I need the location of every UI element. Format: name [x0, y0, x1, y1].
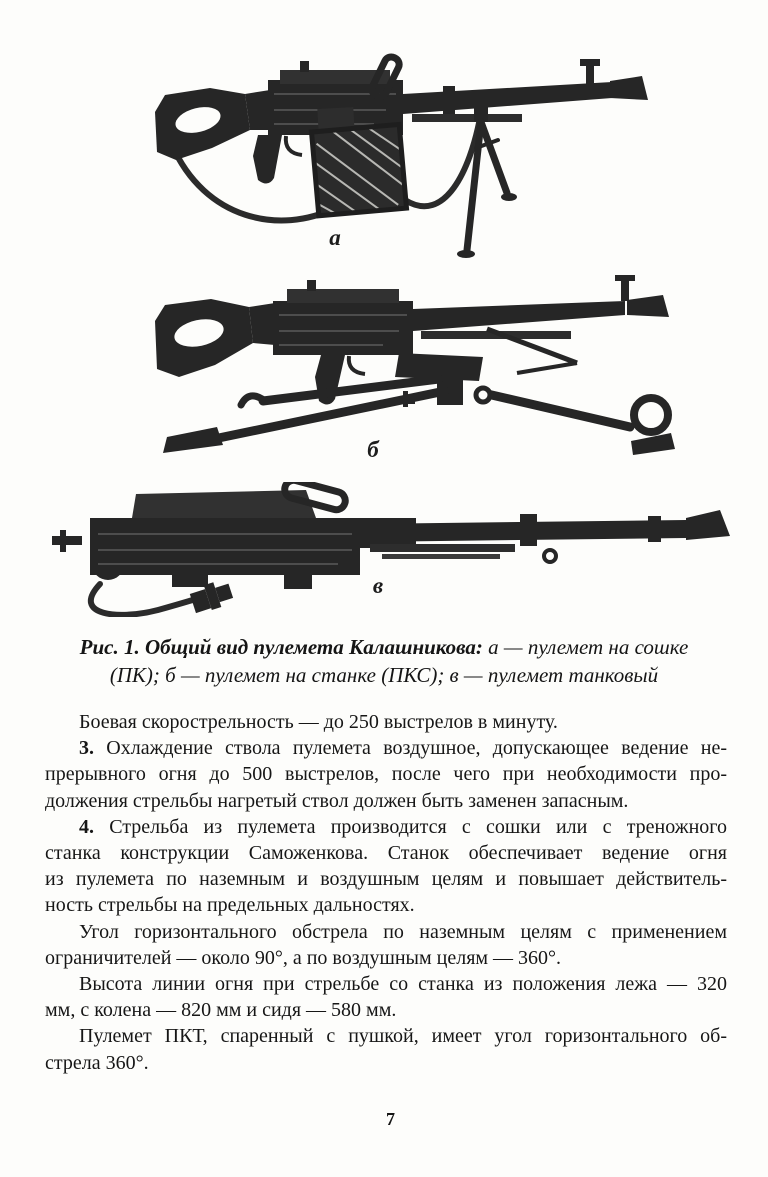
figure-label-b: б [367, 437, 379, 462]
caption-line1-rest: а — пулемет на сошке [488, 635, 689, 659]
figure-label-a: а [329, 225, 341, 250]
pks-on-tripod-drawing [125, 275, 685, 470]
barrel [403, 82, 612, 114]
pistol-grip [253, 135, 282, 184]
line-text: Пулемет ПКТ, спаренный с пушкой, имеет угол горизонтального об- [79, 1025, 727, 1048]
text-line [45, 788, 727, 814]
barrel-collar [520, 514, 537, 546]
muzzle [627, 295, 669, 317]
line-text: мм, с колена — 820 мм и сидя — 580 мм. [45, 999, 397, 1022]
leg-shoe [163, 427, 223, 453]
text-line [45, 919, 727, 945]
gas-block [443, 86, 455, 114]
sling-strap [405, 118, 480, 206]
paragraph [45, 1023, 727, 1075]
line-text: Боевая скорострельность — до 250 выстрелов в минуту. [79, 711, 558, 733]
line-text: должения стрельбы нагретый ствол должен быть заменен запасным. [45, 789, 629, 812]
ammo-box [312, 124, 407, 215]
text-line [45, 971, 727, 997]
text-line [45, 709, 727, 735]
body-text [45, 709, 727, 1076]
muzzle [610, 76, 648, 100]
text-line [45, 945, 727, 971]
line-text: ность стрельбы на предельных дальностях. [45, 894, 415, 917]
front-sight [586, 64, 594, 90]
text-line [45, 814, 727, 840]
text-line [45, 997, 727, 1023]
trigger-guard [349, 356, 365, 374]
figure-b-illustration [125, 275, 685, 470]
paragraph [45, 919, 727, 971]
rear-spindle [52, 536, 82, 545]
figure-a-illustration [150, 50, 660, 265]
figure-caption [40, 633, 728, 689]
paragraph [45, 735, 727, 814]
flash-hider [686, 510, 730, 540]
line-text: из пулемета по наземным и воздушным целям и повышает действитель- [45, 868, 727, 891]
paragraph [45, 709, 727, 735]
pk-on-bipod-drawing [150, 50, 660, 265]
electric-cable [91, 584, 196, 615]
figure-label-v: в [372, 573, 384, 598]
text-line [45, 1050, 727, 1076]
caption-line-2: (ПК); б — пулемет на станке (ПКС); в — пулемет танковый [109, 663, 659, 687]
bipod [457, 104, 517, 258]
line-text: станка конструкции Саможенкова. Станок обеспечивает ведение огня [45, 842, 727, 865]
text-line [45, 866, 727, 892]
barrel [413, 301, 625, 331]
text-line [45, 761, 727, 787]
receiver [273, 301, 413, 355]
line-text: ограничителей — около 90°, а по воздушным целям — 360°. [45, 946, 562, 969]
text-line [45, 892, 727, 918]
page-number: 7 [386, 1109, 395, 1129]
line-text: прерывного огня до 500 выстрелов, после чего при необходимости про- [45, 763, 727, 786]
text-line [45, 1023, 727, 1049]
line-text: Высота линии огня при стрельбе со станка из положения лежа — 320 [79, 973, 727, 996]
line-text: Угол горизонтального обстрела по наземным целям с применением [79, 920, 727, 943]
line-text: Стрельба из пулемета производится с сошки или с треножного [94, 815, 727, 838]
line-text: Охлаждение ствола пулемета воздушное, допускающее ведение не- [94, 737, 727, 760]
text-line [45, 735, 727, 761]
line-text: стрела 360°. [45, 1051, 149, 1074]
list-number: 4. [79, 815, 94, 838]
list-number: 3. [79, 737, 94, 760]
trigger-guard [286, 136, 302, 155]
barrel-collar [648, 516, 661, 542]
caption-title: Рис. 1. Общий вид пулемета Калашникова: [79, 635, 483, 659]
ring-foot [634, 398, 668, 432]
paragraph [45, 971, 727, 1023]
receiver [90, 518, 360, 575]
paragraph [45, 814, 727, 919]
caption-line-1 [40, 633, 728, 661]
text-line [45, 840, 727, 866]
